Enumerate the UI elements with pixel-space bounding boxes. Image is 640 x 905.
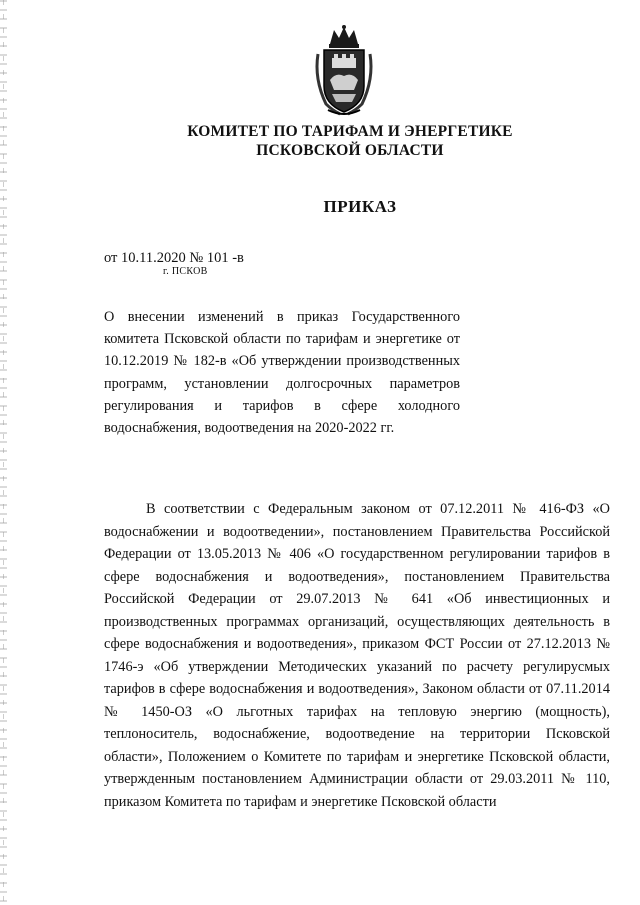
city-label: г. ПСКОВ xyxy=(163,266,208,277)
org-line-1: КОМИТЕТ ПО ТАРИФАМ И ЭНЕРГЕТИКЕ xyxy=(187,123,513,140)
scan-edge-line xyxy=(3,0,4,905)
organization-name xyxy=(150,122,550,160)
order-body-paragraph: В соответствии с Федеральным законом от 07.12.2011 № 416-ФЗ «О водоснабжении и водоотведении», постановлением Правительства Российской Федерации от 13.05.2013 № 406 «О государственном регулировании тарифов в сфере водоснабжения и водоотведения», постановлением Правительства Российской Федерации от 29.07.2013 № 641 «Об инвестиционных и производственных программах организаций, осуществляющих деятельность в сфере водоснабжения и водоотведения», приказом ФСТ России от 27.12.2013 № 1746-э «Об утверждении Методических указаний по расчету регулирусмых тарифов в сфере водоснабжения и водоотведения», Законом области от 07.11.2014 № 1450-ОЗ «О льготных тарифах на тепловую энергию (мощность), теплоноситель, водоснабжение, водоотведение на территории Псковской области», Положением о Комитете по тарифам и энергетике Псковской области, утвержденным постановлением Администрации области от 29.03.2011 № 110, приказом Комитета по тарифам и энергетике Псковской области xyxy=(104,501,610,810)
order-date-number: от 10.11.2020 № 101 -в xyxy=(104,250,244,266)
document-title: ПРИКАЗ xyxy=(323,197,397,216)
order-subject: О внесении изменений в приказ Государственного комитета Псковской области по тарифам и энергетике от 10.12.2019 № 182-в «Об утверждении производственных программ, установлении долгосрочных параметров регулирования и тарифов в сфере холодного водоснабжения, водоотведения на 2020-2022 гг. xyxy=(104,309,460,437)
org-line-2: ПСКОВСКОЙ ОБЛАСТИ xyxy=(256,142,444,159)
pskov-coat-of-arms-icon xyxy=(312,24,376,118)
